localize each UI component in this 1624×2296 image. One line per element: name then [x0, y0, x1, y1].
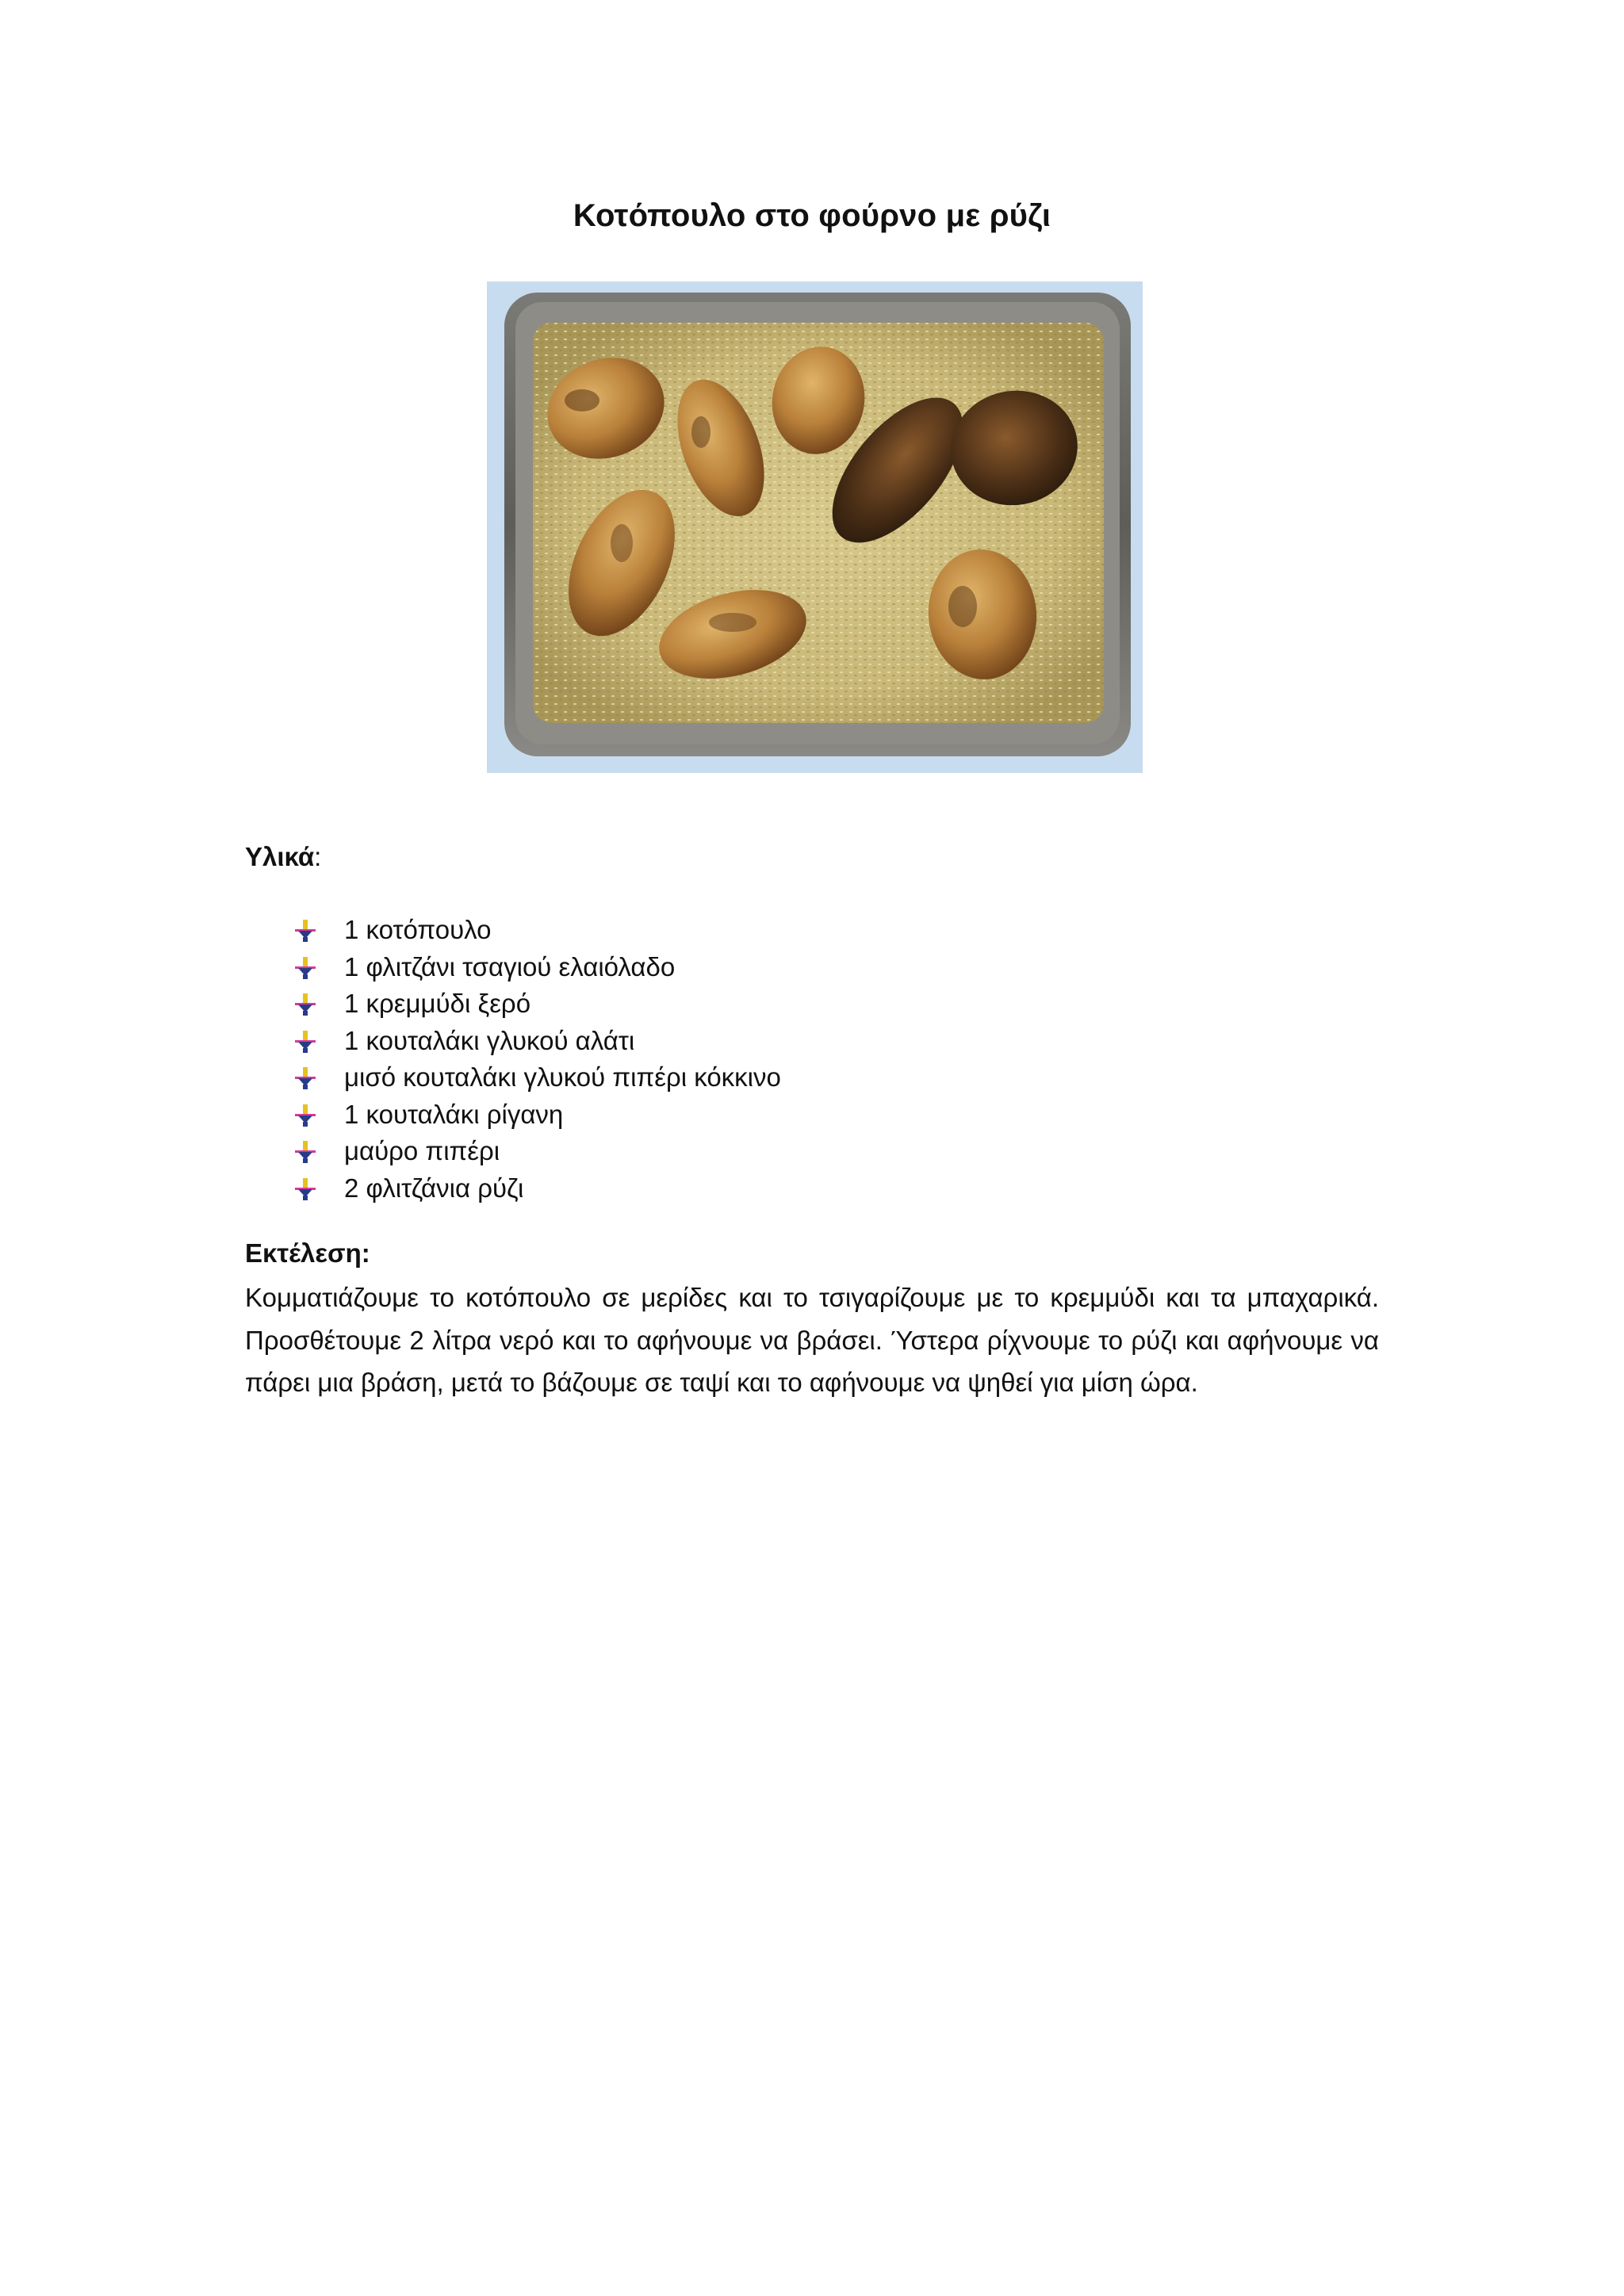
ingredient-text: 1 φλιτζάνι τσαγιού ελαιόλαδο: [344, 951, 676, 982]
arrow-down-bullet-icon: [293, 920, 317, 942]
ingredient-text: 1 κουταλάκι γλυκού αλάτι: [344, 1025, 635, 1055]
list-item: [293, 1023, 781, 1060]
ingredient-text: 2 φλιτζάνια ρύζι: [344, 1173, 524, 1203]
ingredients-heading: [245, 842, 321, 872]
arrow-down-bullet-icon: [293, 1067, 317, 1089]
ingredient-text: μισό κουταλάκι γλυκού πιπέρι κόκκινο: [344, 1062, 781, 1092]
list-item: [293, 1059, 781, 1096]
arrow-down-bullet-icon: [293, 1178, 317, 1200]
list-item: [293, 1133, 781, 1170]
ingredient-text: 1 κουταλάκι ρίγανη: [344, 1099, 564, 1129]
list-item: [293, 912, 781, 949]
list-item: [293, 1096, 781, 1134]
list-item: [293, 949, 781, 986]
ingredients-heading-text: Υλικά: [245, 842, 315, 871]
arrow-down-bullet-icon: [293, 957, 317, 979]
arrow-down-bullet-icon: [293, 1141, 317, 1163]
method-heading: [245, 1238, 370, 1269]
list-item: [293, 985, 781, 1023]
ingredient-text: 1 κρεμμύδι ξερό: [344, 989, 531, 1018]
arrow-down-bullet-icon: [293, 1104, 317, 1127]
recipe-photo: [487, 281, 1143, 773]
list-item: [293, 1170, 781, 1207]
method-heading-text: Εκτέλεση:: [245, 1238, 370, 1268]
recipe-title: Κοτόπουλο στο φούρνο με ρύζι: [573, 198, 1051, 233]
ingredients-list: [293, 912, 781, 1207]
ingredient-text: μαύρο πιπέρι: [344, 1136, 500, 1165]
arrow-down-bullet-icon: [293, 993, 317, 1016]
ingredient-text: 1 κοτόπουλο: [344, 915, 492, 944]
method-paragraph: Κομματιάζουμε το κοτόπουλο σε μερίδες και το τσιγαρίζουμε με το κρεμμύδι και τα μπαχαρικά. Προσθέτουμε 2 λίτρα νερό και το αφήνουμε να βράσει. Ύστερα ρίχνουμε το ρύζι και αφήνουμε να πάρει μια βράση, μετά το βάζουμε σε ταψί και το αφήνουμε να ψηθεί για μίση ώρα.: [245, 1283, 1379, 1397]
arrow-down-bullet-icon: [293, 1031, 317, 1053]
ingredients-heading-colon: :: [314, 842, 322, 871]
